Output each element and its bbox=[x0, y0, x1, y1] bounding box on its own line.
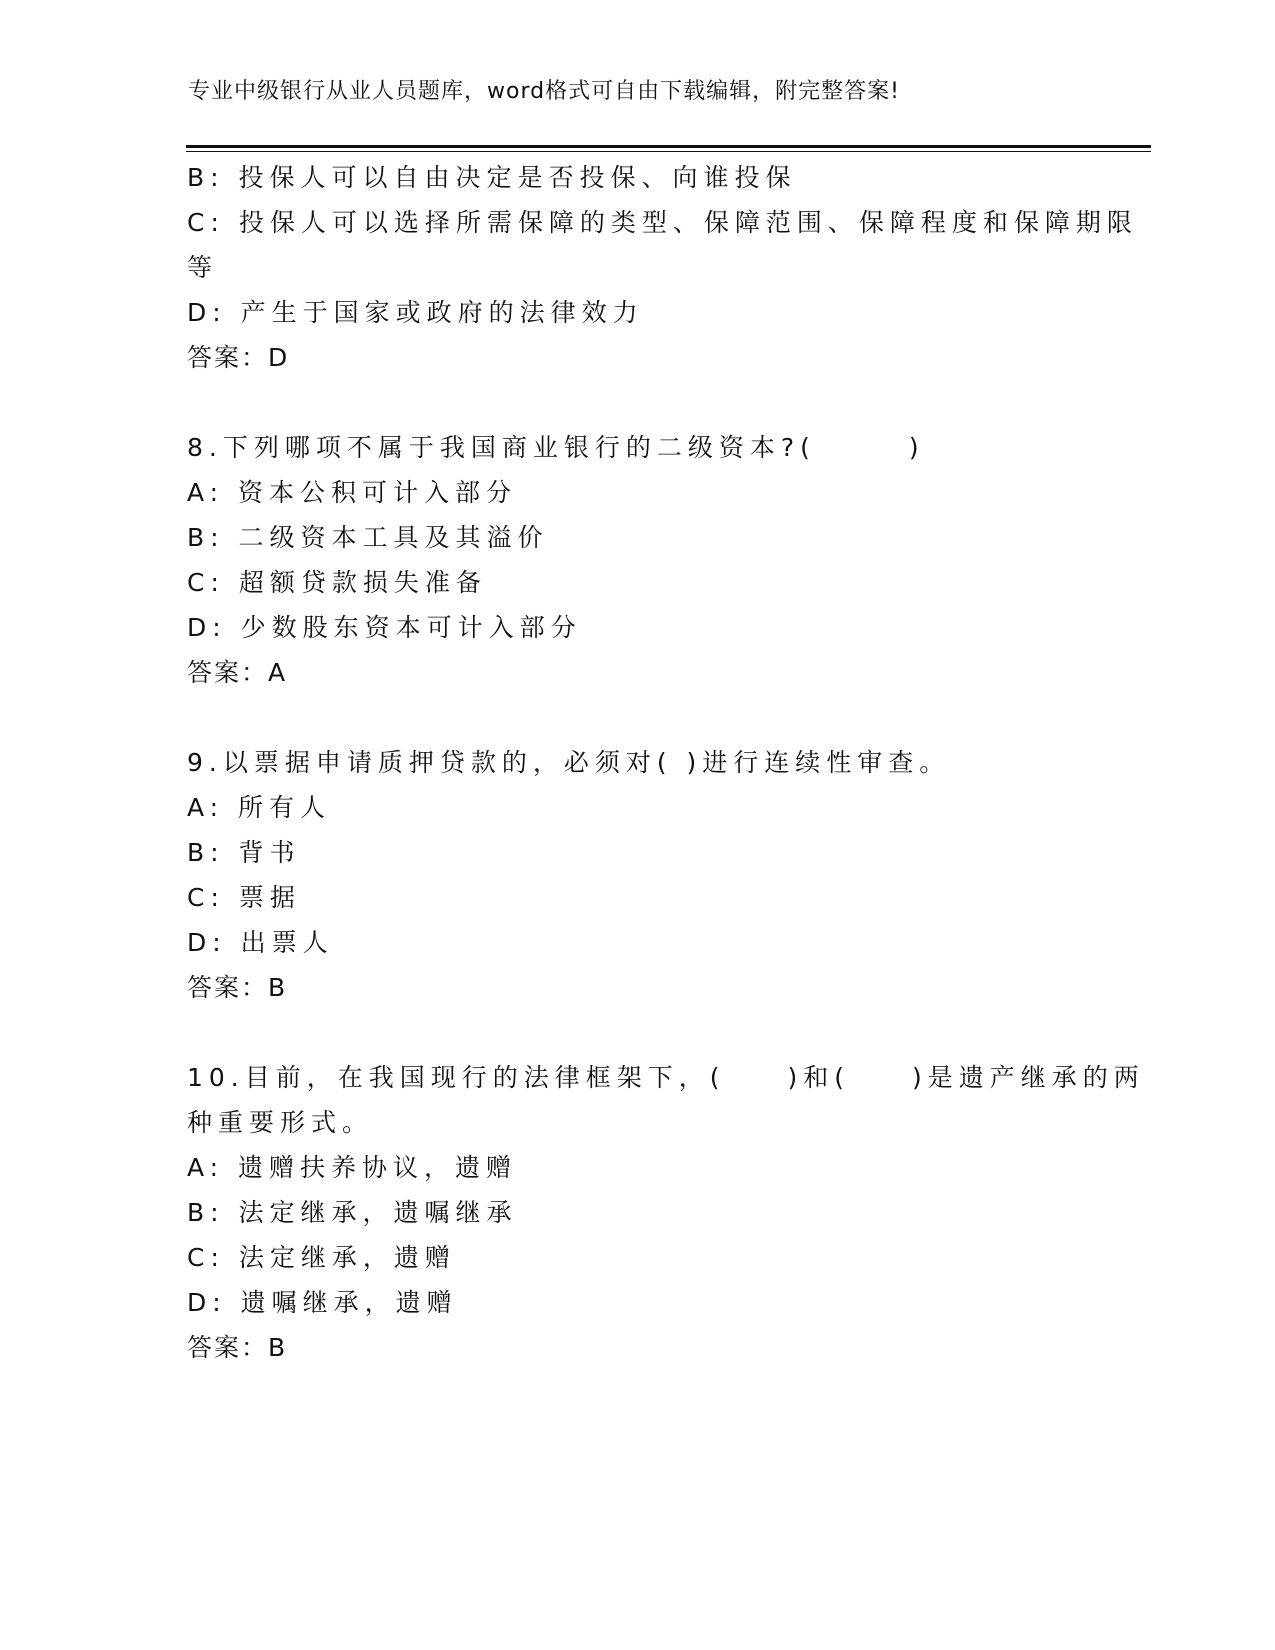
question-7-tail bbox=[187, 155, 1138, 380]
question-text: 8.下列哪项不属于我国商业银行的二级资本?( ) bbox=[187, 433, 925, 462]
option-b: B: 法定继承，遗嘱继承 bbox=[187, 1198, 518, 1227]
option-a: A: 所有人 bbox=[187, 793, 332, 822]
spacer bbox=[187, 695, 1087, 740]
option-b: B: 二级资本工具及其溢价 bbox=[187, 523, 549, 552]
question-text-continuation: 种重要形式。 bbox=[187, 1108, 374, 1137]
answer: 答案：A bbox=[187, 658, 288, 687]
option-b: B: 背书 bbox=[187, 838, 301, 867]
option-c-continuation: 等 bbox=[187, 253, 219, 282]
option-c: C: 法定继承，遗赠 bbox=[187, 1243, 456, 1272]
question-text: 10.目前，在我国现行的法律框架下，( )和( )是遗产继承的两 bbox=[187, 1063, 1145, 1092]
option-d: D: 少数股东资本可计入部分 bbox=[187, 613, 582, 642]
question-content bbox=[187, 155, 1145, 1370]
answer: 答案：D bbox=[187, 343, 290, 372]
option-b: B: 投保人可以自由决定是否投保、向谁投保 bbox=[187, 163, 797, 192]
page-header: 专业中级银行从业人员题库，word格式可自由下载编辑，附完整答案! bbox=[188, 79, 900, 104]
option-a: A: 遗赠扶养协议，遗赠 bbox=[187, 1153, 518, 1182]
question-text: 9.以票据申请质押贷款的，必须对( )进行连续性审查。 bbox=[187, 748, 951, 777]
header-divider bbox=[186, 145, 1151, 152]
option-d: D: 产生于国家或政府的法律效力 bbox=[187, 298, 644, 327]
spacer bbox=[187, 380, 1087, 425]
option-c: C: 超额贷款损失准备 bbox=[187, 568, 487, 597]
answer: 答案：B bbox=[187, 973, 288, 1002]
option-c: C: 投保人可以选择所需保障的类型、保障范围、保障程度和保障期限 bbox=[187, 208, 1138, 237]
option-a: A: 资本公积可计入部分 bbox=[187, 478, 518, 507]
question-9 bbox=[187, 740, 1087, 1010]
option-c: C: 票据 bbox=[187, 883, 301, 912]
answer: 答案：B bbox=[187, 1333, 288, 1362]
question-8 bbox=[187, 425, 1087, 695]
question-10 bbox=[187, 1055, 1145, 1370]
option-d: D: 遗嘱继承，遗赠 bbox=[187, 1288, 458, 1317]
option-d: D: 出票人 bbox=[187, 928, 334, 957]
spacer bbox=[187, 1010, 1087, 1055]
